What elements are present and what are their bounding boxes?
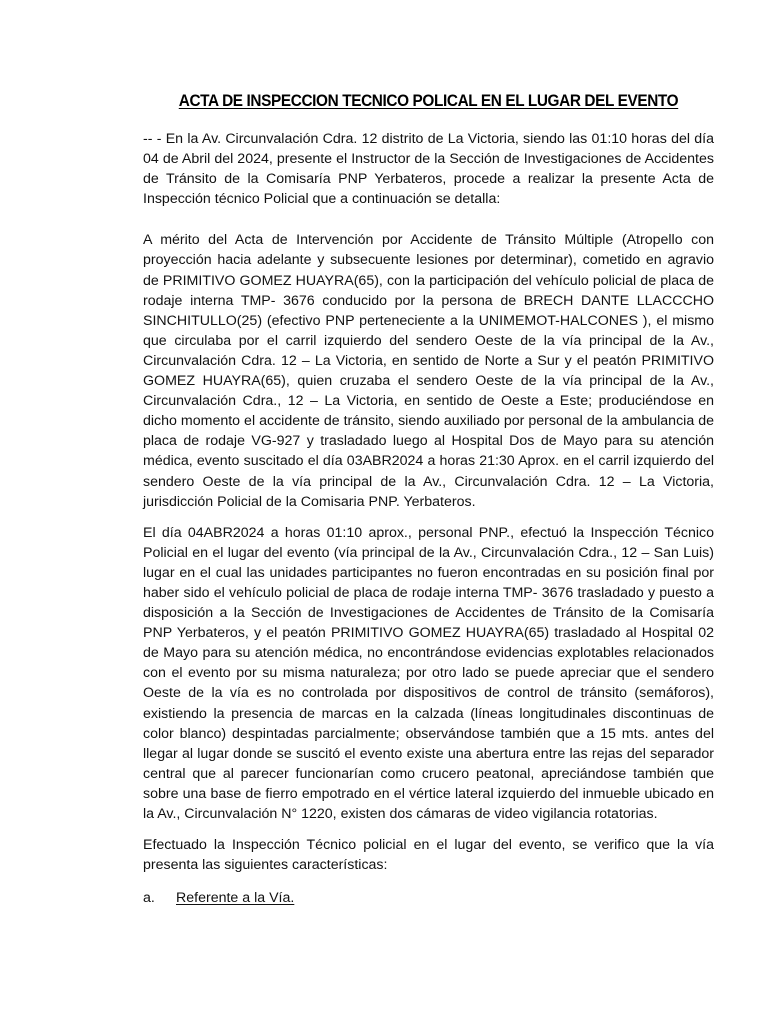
- document-body: [143, 129, 714, 908]
- list-item-label: Referente a la Vía.: [176, 890, 295, 907]
- document-title: ACTA DE INSPECCION TECNICO POLICAL EN EL LUGAR DEL EVENTO: [178, 92, 679, 110]
- characteristics-paragraph: Efectuado la Inspección Técnico policial en el lugar del evento, se verifico que la vía presenta las siguientes características:: [143, 837, 714, 874]
- inspection-paragraph: El día 04ABR2024 a horas 01:10 aprox., personal PNP., efectuó la Inspección Técnico Policial en el lugar del evento (vía principal de la Av., Circunvalación Cdra., 12 – San Luis) lugar en el cual las unidades participantes no fueron encontradas en su posición final por haber sido el vehículo policial de placa de rodaje interna TMP- 3676 trasladado y puesto a disposición a la Sección de Investigaciones de Accidentes de Tránsito de la Comisaría PNP Yerbateros, y el peatón PRIMITIVO GOMEZ HUAYRA(65) trasladado al Hospital 02 de Mayo para su atención médica, no encontrándose evidencias explotables relacionados con el evento por su misma naturaleza; por otro lado se puede apreciar que el sendero Oeste de la vía es no controlada por dispositivos de control de tránsito (semáforos), existiendo la presencia de marcas en la calzada (líneas longitudinales discontinuas de color blanco) despintadas parcialmente; observándose también que a 15 mts. antes del llegar al lugar donde se suscitó el evento existe una abertura entre las rejas del separador central que al parecer funcionarían como crucero peatonal, apreciándose también que sobre una base de fierro empotrado en el vértice lateral izquierdo del inmueble ubicado en la Av., Circunvalación N° 1220, existen dos cámaras de video vigilancia rotatorias.: [143, 524, 714, 822]
- list-item: [143, 888, 714, 908]
- incident-paragraph: A mérito del Acta de Intervención por Accidente de Tránsito Múltiple (Atropello con proyección hacia adelante y subsecuente lesiones por determinar), cometido en agravio de PRIMITIVO GOMEZ HUAYRA(65), con la participación del vehículo policial de placa de rodaje interna TMP- 3676 conducido por la persona de BRECH DANTE LLACCCHO SINCHITULLO(25) (efectivo PNP perteneciente a la UNIMEMOT-HALCONES ), el mismo que circulaba por el carril izquierdo del sendero Oeste de la vía principal de la Av., Circunvalación Cdra. 12 – La Victoria, en sentido de Norte a Sur y el peatón PRIMITIVO GOMEZ HUAYRA(65), quien cruzaba el sendero Oeste de la vía principal de la Av., Circunvalación Cdra., 12 – La Victoria, en sentido de Oeste a Este; produciéndose en dicho momento el accidente de tránsito, siendo auxiliado por personal de la ambulancia de placa de rodaje VG-927 y trasladado luego al Hospital Dos de Mayo para su atención médica, evento suscitado el día 03ABR2024 a horas 21:30 Aprox. en el carril izquierdo del sendero Oeste de la vía principal de la Av., Circunvalación Cdra. 12 – La Victoria, jurisdicción Policial de la Comisaria PNP. Yerbateros.: [143, 232, 714, 510]
- intro-paragraph: -- - En la Av. Circunvalación Cdra. 12 distrito de La Victoria, siendo las 01:10 horas del día 04 de Abril del 2024, presente el Instructor de la Sección de Investigaciones de Accidentes de Tránsito de la Comisaría PNP Yerbateros, procede a realizar la presente Acta de Inspección técnico Policial que a continuación se detalla:: [143, 131, 714, 208]
- list-item-marker: a.: [143, 890, 155, 907]
